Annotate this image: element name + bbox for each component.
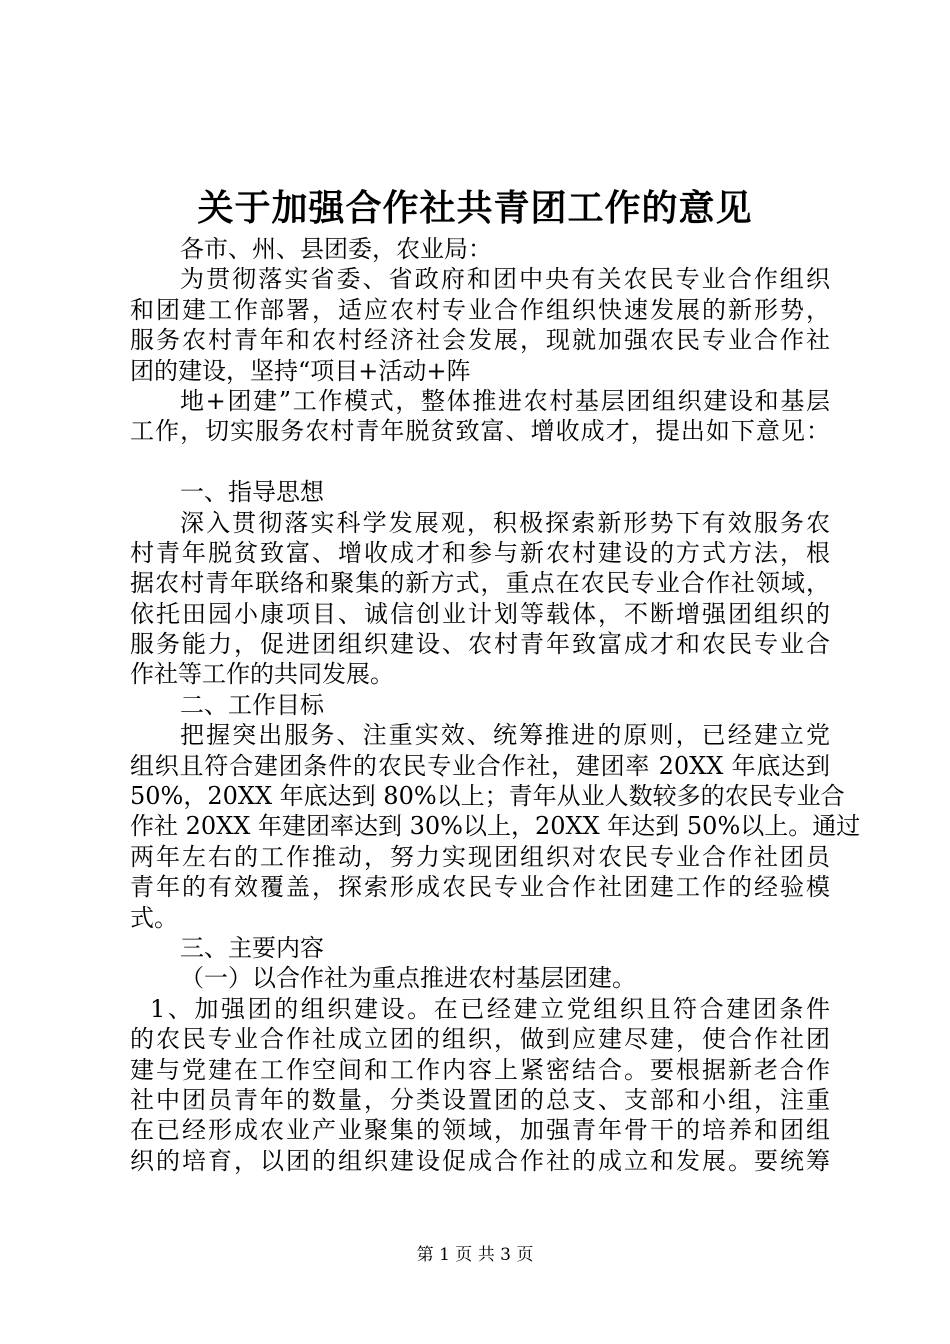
salutation-line: 各市、州、县团委，农业局： — [180, 235, 492, 263]
paragraph-line: 工作，切实服务农村青年脱贫致富、增收成才，提出如下意见： — [130, 417, 830, 446]
paragraph-line: 建与党建在工作空间和工作内容上紧密结合。要根据新老合作 — [130, 1055, 830, 1084]
paragraph-line: 作社等工作的共同发展。 — [130, 660, 394, 689]
paragraph-line: 服务能力，促进团组织建设、农村青年致富成才和农民专业合 — [130, 630, 830, 659]
paragraph-line: 50%，20XX 年底达到 80%以上；青年从业人数较多的农民专业合 — [130, 782, 845, 811]
paragraph-line: 式。 — [130, 903, 178, 932]
paragraph-line: 两年左右的工作推动，努力实现团组织对农民专业合作社团员 — [130, 842, 830, 871]
paragraph-line: 在已经形成农业产业聚集的领域，加强青年骨干的培养和团组 — [130, 1116, 830, 1145]
paragraph-line: 据农村青年联络和聚集的新方式，重点在农民专业合作社领域， — [130, 569, 830, 598]
paragraph-line: 依托田园小康项目、诚信创业计划等载体，不断增强团组织的 — [130, 599, 830, 628]
page-number-footer: 第 1 页 共 3 页 — [416, 1245, 534, 1265]
paragraph-line: 团的建设，坚持“项目+活动+阵 — [130, 356, 471, 385]
paragraph-line: 1、加强团的组织建设。在已经建立党组织且符合建团条件 — [150, 994, 830, 1023]
section-heading: 一、指导思想 — [180, 478, 324, 507]
document-body — [130, 234, 861, 1176]
document-title: 关于加强合作社共青团工作的意见 — [197, 187, 753, 229]
paragraph-line: 的农民专业合作社成立团的组织，做到应建尽建，使合作社团 — [130, 1025, 830, 1054]
blank-line — [130, 447, 830, 477]
paragraph-line: 作社 20XX 年建团率达到 30%以上，20XX 年达到 50%以上。通过 — [130, 812, 861, 841]
paragraph-line: 为贯彻落实省委、省政府和团中央有关农民专业合作组织 — [180, 265, 830, 294]
paragraph-line: 深入贯彻落实科学发展观，积极探索新形势下有效服务农 — [180, 508, 830, 537]
paragraph-line: 地+团建”工作模式，整体推进农村基层团组织建设和基层 — [180, 386, 830, 415]
paragraph-line: 社中团员青年的数量，分类设置团的总支、支部和小组，注重 — [130, 1085, 830, 1114]
paragraph-line: 服务农村青年和农村经济社会发展，现就加强农民专业合作社 — [130, 326, 830, 355]
section-heading: 三、主要内容 — [180, 933, 324, 962]
paragraph-line: 和团建工作部署，适应农村专业合作组织快速发展的新形势， — [130, 295, 830, 324]
paragraph-line: 青年的有效覆盖，探索形成农民专业合作社团建工作的经验模 — [130, 873, 830, 902]
paragraph-line: 村青年脱贫致富、增收成才和参与新农村建设的方式方法，根 — [130, 538, 830, 567]
paragraph-line: 织的培育，以团的组织建设促成合作社的成立和发展。要统筹 — [130, 1146, 830, 1175]
paragraph-line: 组织且符合建团条件的农民专业合作社，建团率 20XX 年底达到 — [130, 751, 830, 780]
section-heading: 二、工作目标 — [180, 690, 324, 719]
subsection-heading: （一）以合作社为重点推进农村基层团建。 — [180, 964, 636, 993]
paragraph-line: 把握突出服务、注重实效、统筹推进的原则，已经建立党 — [180, 721, 830, 750]
